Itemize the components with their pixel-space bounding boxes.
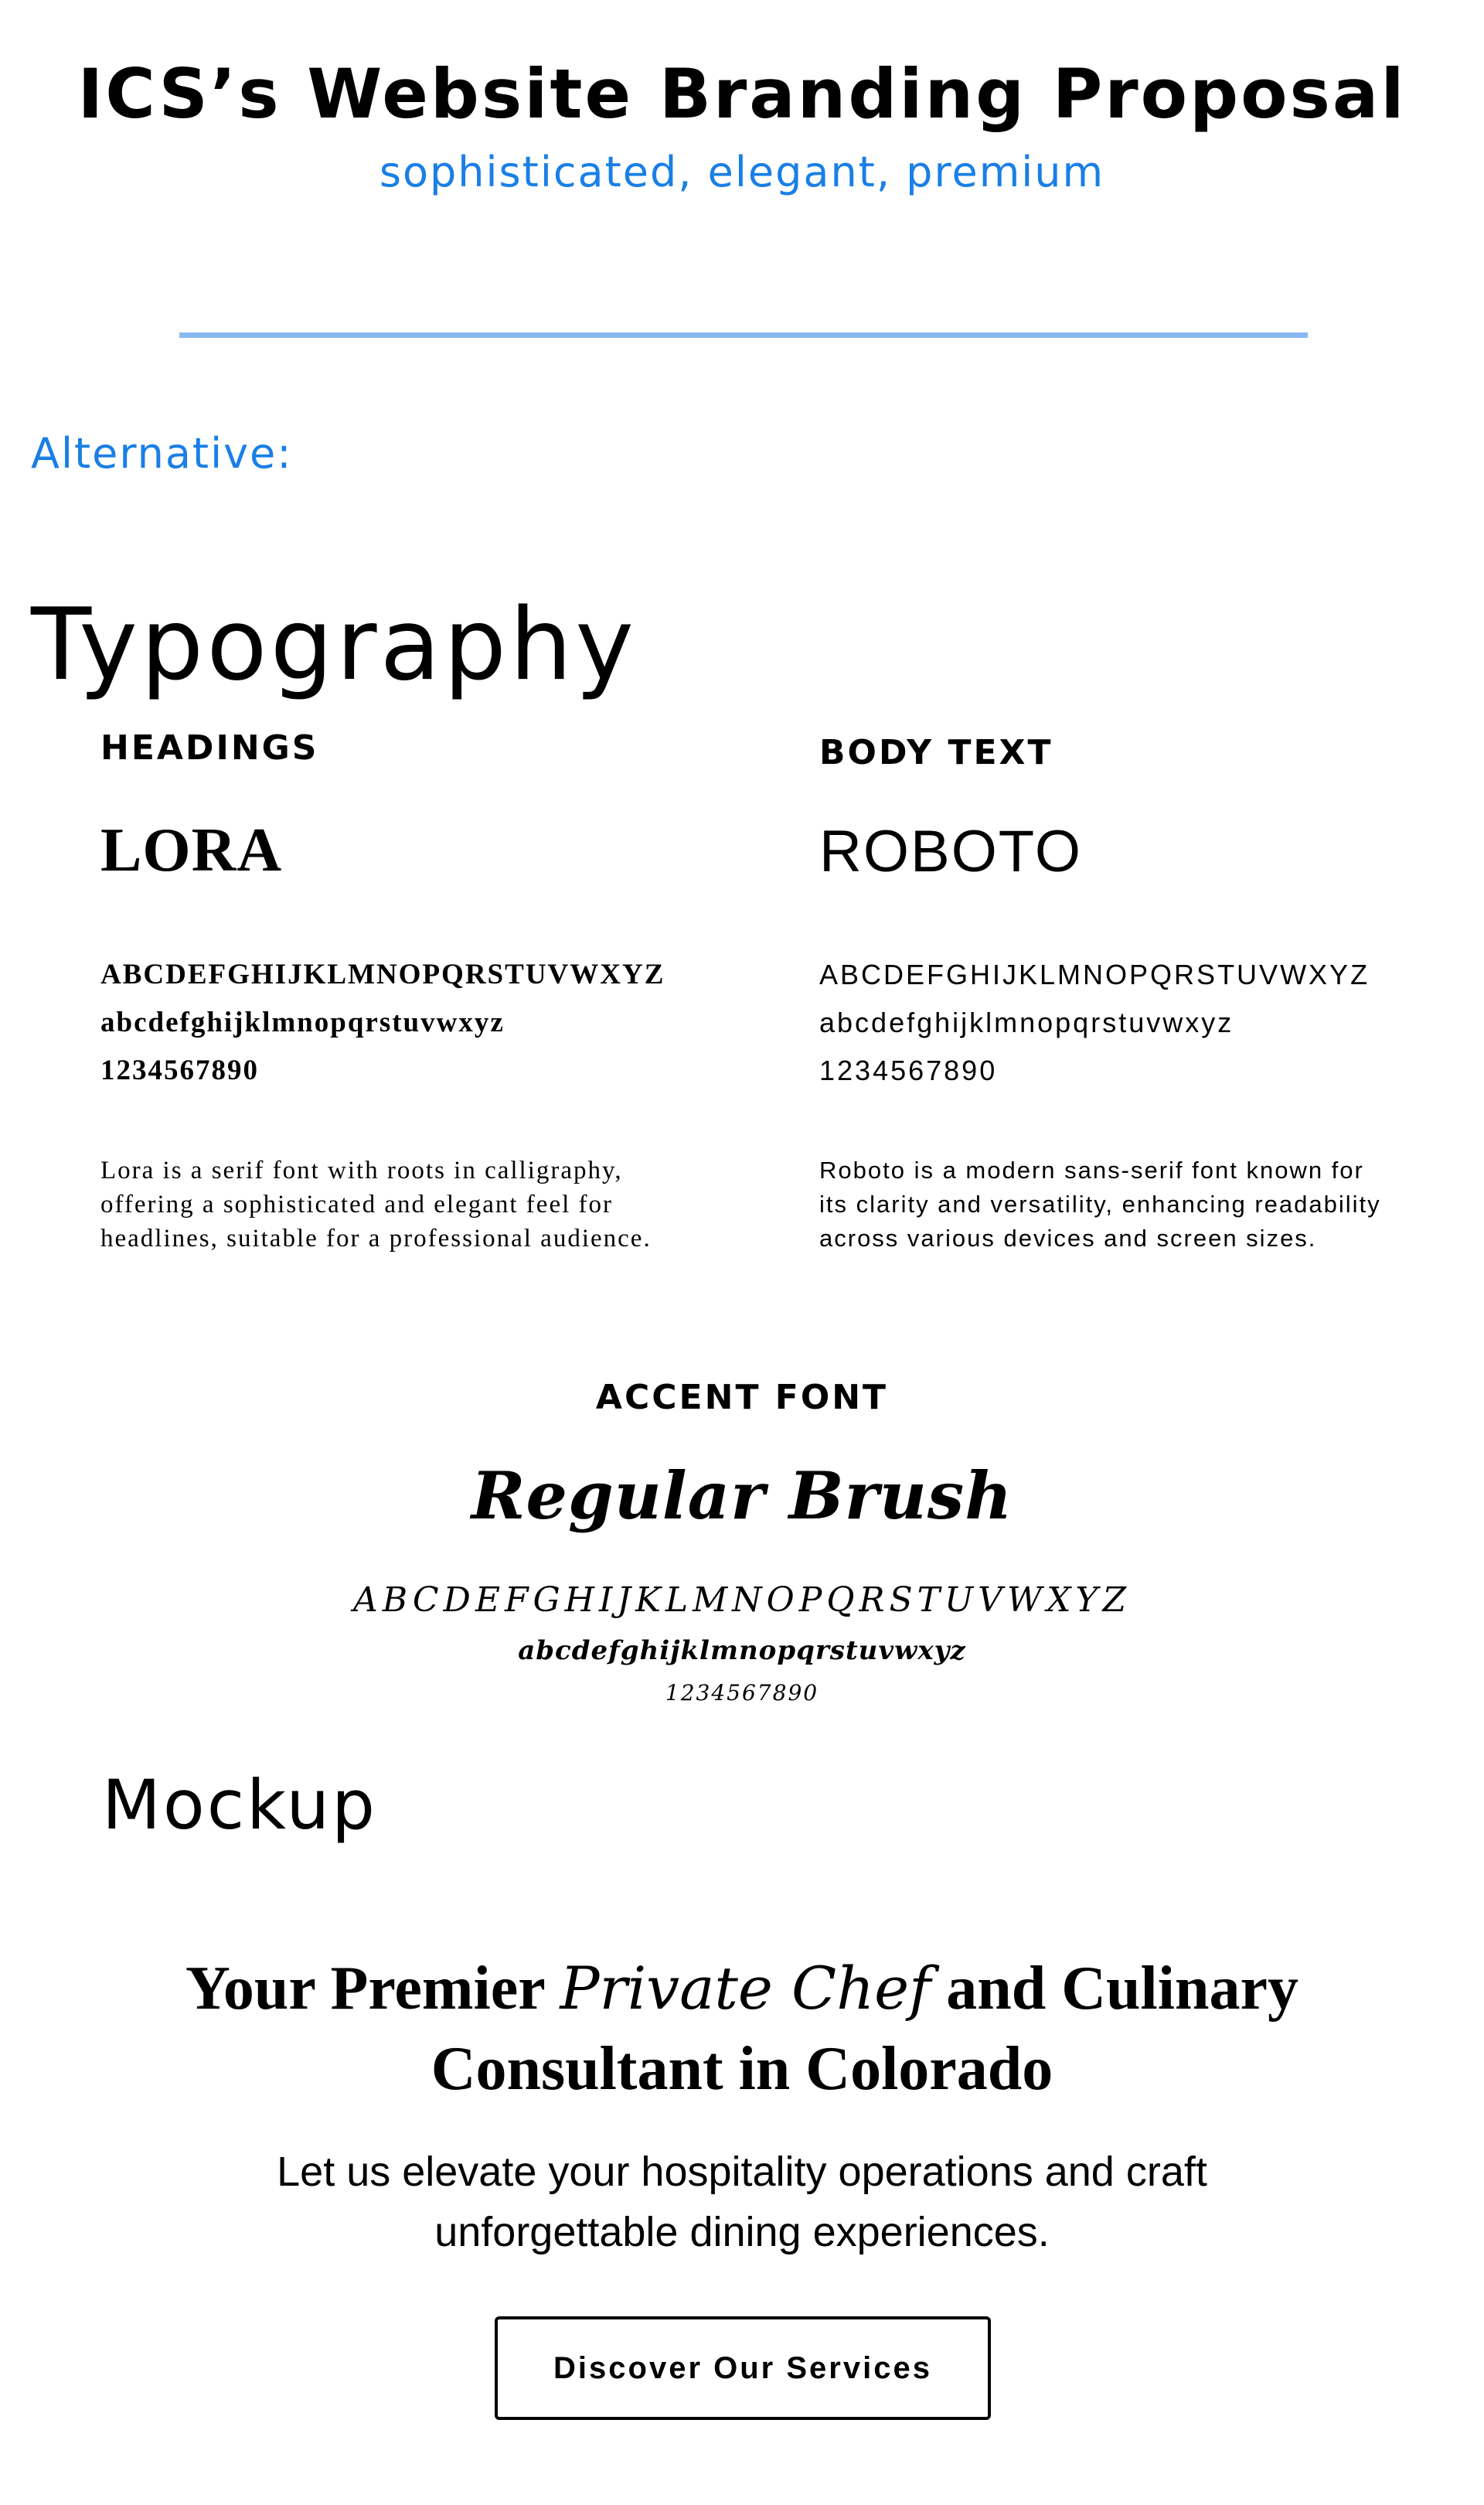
page-title: ICS’s Website Branding Proposal [77,54,1407,134]
body-font-name: ROBOTO [819,819,1082,884]
headings-digits-specimen: 1234567890 [100,1055,259,1086]
accent-font-name: Regular Brush [471,1457,1013,1534]
body-text-label: BODY TEXT [819,733,1053,772]
accent-digits-specimen: 1234567890 [665,1680,819,1706]
discover-services-button[interactable]: Discover Our Services [495,2316,991,2420]
accent-lowercase-specimen: abcdefghijklmnopqrstuvwxyz [518,1635,966,1666]
typography-heading: Typography [31,588,637,703]
mockup-subheadline: Let us elevate your hospitality operations and craft unforgettable dining experiences. [277,2149,1207,2255]
accent-uppercase-specimen: ABCDEFGHIJKLMNOPQRSTUVWXYZ [352,1580,1132,1620]
accent-font-label: ACCENT FONT [595,1378,889,1417]
mockup-headline [124,1948,1360,2109]
mockup-headline-accent: Private Chef [560,1954,931,2023]
mockup-headline-part2: and Culinary Consultant in Colorado [431,1955,1298,2103]
divider [179,332,1308,338]
body-font-description: Roboto is a modern sans-serif font known for its clarity and versatility, enhancing readability across various devices and screen sizes. [819,1157,1381,1252]
headings-font-description: Lora is a serif font with roots in calligraphy, offering a sophisticated and elegant feel for headlines, suitable for a professional audience. [100,1157,652,1252]
page-subtitle: sophisticated, elegant, premium [379,148,1105,196]
body-digits-specimen: 1234567890 [819,1055,998,1086]
mockup-heading: Mockup [102,1765,378,1845]
mockup-headline-part1: Your Premier [186,1955,560,2023]
headings-uppercase-specimen: ABCDEFGHIJKLMNOPQRSTUVWXYZ [100,959,665,990]
headings-lowercase-specimen: abcdefghijklmnopqrstuvwxyz [100,1007,505,1038]
alternative-label: Alternative: [31,429,293,478]
headings-font-name: LORA [100,816,283,884]
body-uppercase-specimen: ABCDEFGHIJKLMNOPQRSTUVWXYZ [819,959,1370,990]
headings-label: HEADINGS [100,728,319,768]
body-lowercase-specimen: abcdefghijklmnopqrstuvwxyz [819,1007,1234,1038]
